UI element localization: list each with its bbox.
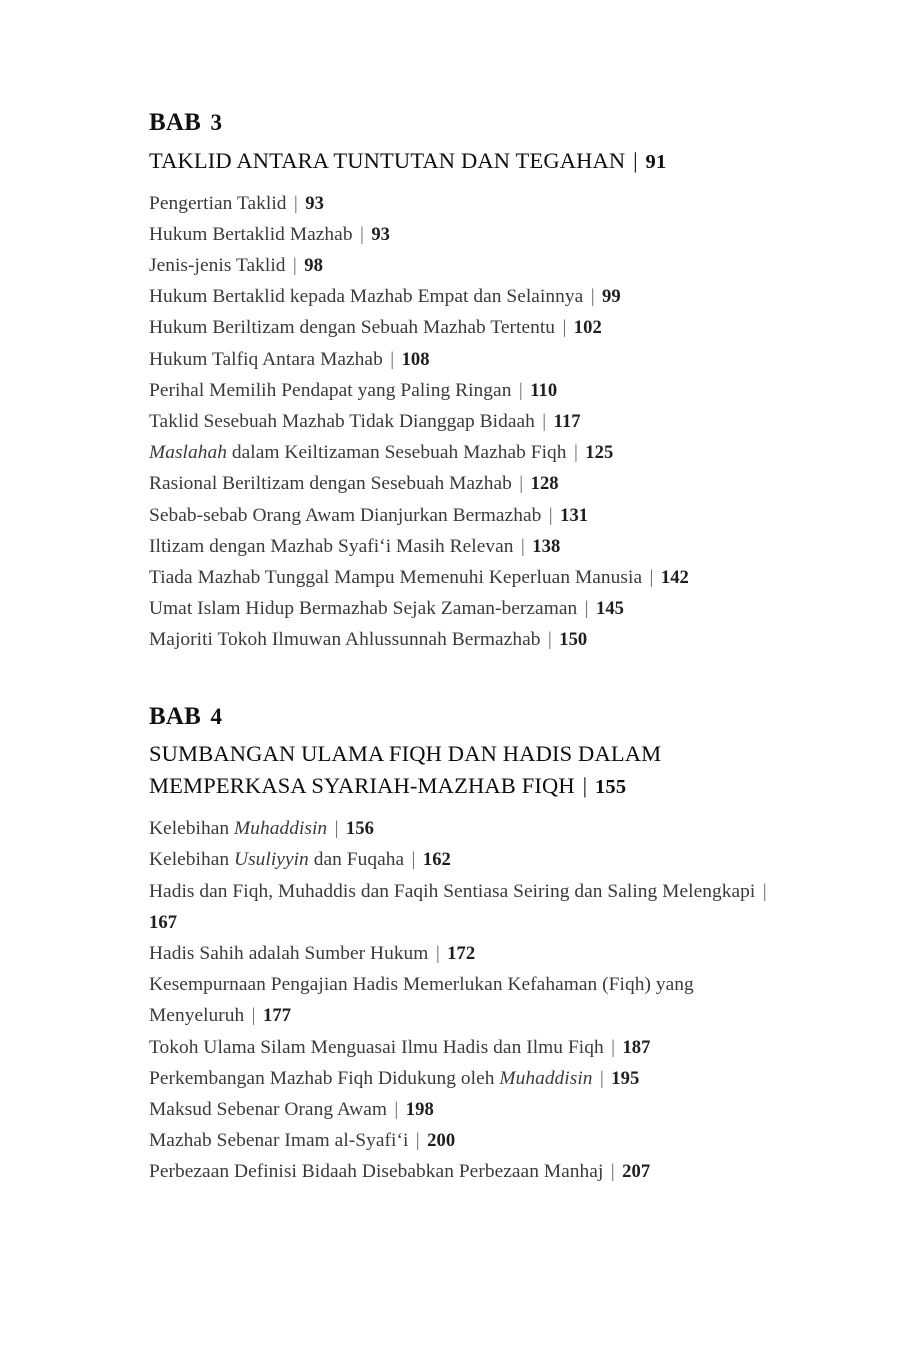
toc-entry-title: Perkembangan Mazhab Fiqh Didukung oleh	[149, 1067, 500, 1089]
chapter-page-number: 155	[595, 776, 627, 799]
separator: |	[537, 411, 552, 433]
toc-entry-page-number: 177	[263, 1005, 292, 1027]
separator: |	[644, 567, 659, 589]
toc-entry[interactable]	[149, 938, 780, 969]
toc-entry-page-number: 195	[611, 1067, 640, 1089]
separator: |	[385, 348, 400, 370]
toc-entry[interactable]	[149, 500, 780, 531]
chapter-label	[149, 108, 780, 138]
chapter-label-text: BAB	[149, 702, 202, 730]
toc-entry-page-number: 172	[447, 943, 476, 965]
separator: |	[389, 1099, 404, 1121]
separator: |	[406, 849, 421, 871]
toc-entry-list	[149, 813, 780, 1187]
toc-entry[interactable]	[149, 219, 780, 250]
toc-entry-title: Kesempurnaan Pengajian Hadis Memerlukan Kefahaman (Fiqh) yang Menyeluruh	[149, 974, 694, 1027]
toc-entry-page-number: 156	[345, 818, 374, 840]
toc-entry-title: Jenis-jenis Taklid	[149, 255, 286, 277]
toc-entry-title: Hadis Sahih adalah Sumber Hukum	[149, 943, 429, 965]
toc-entry[interactable]	[149, 969, 780, 1031]
separator: |	[513, 379, 528, 401]
separator: |	[329, 818, 344, 840]
toc-entry-page-number: 93	[371, 223, 391, 245]
separator: |	[576, 773, 594, 799]
toc-entry-term-italic: Usuliyyin	[234, 849, 309, 871]
chapter-title	[149, 145, 780, 177]
chapter-page-number: 91	[645, 150, 667, 173]
toc-entry-title: Taklid Sesebuah Mazhab Tidak Dianggap Bidaah	[149, 411, 535, 433]
toc-entry-page-number: 117	[553, 411, 581, 433]
toc-entry-title: Hukum Bertaklid Mazhab	[149, 223, 353, 245]
toc-entry[interactable]	[149, 375, 780, 406]
toc-entry[interactable]	[149, 1063, 780, 1094]
chapter-number: 3	[210, 110, 223, 135]
chapter-block	[149, 108, 780, 656]
toc-entry[interactable]	[149, 624, 780, 655]
toc-entry-page-number: 200	[427, 1130, 456, 1152]
toc-entry-page-number: 125	[585, 442, 614, 464]
toc-entry-title: Perbezaan Definisi Bidaah Disebabkan Perbezaan Manhaj	[149, 1161, 604, 1183]
toc-entry-title: Mazhab Sebenar Imam al-Syafi‘i	[149, 1130, 409, 1152]
separator: |	[569, 442, 583, 464]
toc-entry-term-italic: Muhaddisin	[499, 1067, 593, 1089]
chapter-list	[149, 108, 780, 1188]
toc-entry-title: Majoriti Tokoh Ilmuwan Ahlussunnah Bermazhab	[149, 629, 541, 651]
toc-entry-page-number: 131	[560, 504, 589, 526]
separator: |	[595, 1067, 609, 1089]
toc-entry[interactable]	[149, 1156, 780, 1187]
toc-entry-page-number: 138	[532, 535, 561, 557]
separator: |	[516, 535, 530, 557]
chapter-label-text: BAB	[149, 109, 202, 136]
toc-entry-page-number: 98	[304, 255, 323, 277]
toc-entry-page-number: 162	[422, 849, 451, 871]
toc-entry-page-number: 110	[530, 379, 558, 401]
toc-entry-title: Rasional Beriltizam dengan Sesebuah Mazhab	[149, 473, 512, 495]
chapter-title	[149, 738, 780, 802]
separator: |	[757, 880, 767, 902]
separator: |	[289, 192, 303, 214]
toc-entry-title: Iltizam dengan Mazhab Syafi‘i Masih Relevan	[149, 535, 514, 557]
toc-entry-title: Hukum Bertaklid kepada Mazhab Empat dan Selainnya	[149, 286, 584, 308]
toc-entry[interactable]	[149, 1125, 780, 1156]
toc-entry-title: Tiada Mazhab Tunggal Mampu Memenuhi Keperluan Manusia	[149, 567, 643, 589]
toc-entry-title: Pengertian Taklid	[149, 192, 287, 214]
toc-entry-page-number: 167	[149, 911, 178, 933]
separator: |	[542, 629, 557, 651]
toc-entry-page-number: 128	[530, 473, 559, 495]
separator: |	[605, 1161, 620, 1183]
toc-entry[interactable]	[149, 188, 780, 219]
toc-entry[interactable]	[149, 876, 780, 938]
toc-entry-page-number: 207	[622, 1161, 651, 1183]
toc-entry-term-italic: Maslahah	[149, 442, 227, 464]
separator: |	[288, 255, 302, 277]
toc-entry[interactable]	[149, 562, 780, 593]
toc-entry[interactable]	[149, 281, 780, 312]
separator: |	[606, 1036, 620, 1058]
toc-entry-title: Kelebihan	[149, 849, 235, 871]
chapter-number: 4	[210, 703, 223, 729]
separator: |	[355, 223, 369, 245]
separator: |	[246, 1005, 261, 1027]
toc-entry-page-number: 93	[305, 192, 324, 214]
toc-entry[interactable]	[149, 468, 780, 499]
toc-entry-page-number: 108	[401, 348, 430, 370]
toc-entry-page-number: 150	[559, 629, 588, 651]
toc-entry-title: Kelebihan	[149, 818, 235, 840]
toc-entry-title: Umat Islam Hidup Bermazhab Sejak Zaman-berzaman	[149, 598, 578, 620]
toc-entry-list	[149, 188, 780, 656]
toc-entry[interactable]	[149, 344, 780, 375]
toc-entry-title: dan Fuqaha	[308, 849, 405, 871]
toc-entry-page-number: 142	[660, 567, 689, 589]
toc-entry-page-number: 99	[602, 286, 621, 308]
toc-entry[interactable]	[149, 312, 780, 343]
toc-entry-title: Sebab-sebab Orang Awam Dianjurkan Bermazhab	[149, 504, 542, 526]
toc-entry[interactable]	[149, 844, 780, 875]
toc-entry-page-number: 187	[622, 1036, 651, 1058]
toc-entry-title: Tokoh Ulama Silam Menguasai Ilmu Hadis dan Ilmu Fiqh	[149, 1036, 604, 1058]
separator: |	[579, 598, 594, 620]
toc-entry-title: Maksud Sebenar Orang Awam	[149, 1099, 388, 1121]
toc-entry-title: dalam Keiltizaman Sesebuah Mazhab Fiqh	[226, 442, 567, 464]
separator: |	[410, 1130, 425, 1152]
toc-entry[interactable]	[149, 1094, 780, 1125]
toc-entry[interactable]	[149, 593, 780, 624]
toc-entry-term-italic: Muhaddisin	[234, 818, 328, 840]
toc-entry[interactable]	[149, 813, 780, 844]
separator: |	[585, 286, 600, 308]
chapter-label	[149, 702, 780, 732]
separator: |	[514, 473, 529, 495]
separator: |	[557, 317, 572, 339]
toc-entry-title: Hukum Talfiq Antara Mazhab	[149, 348, 383, 370]
chapter-title-text: TAKLID ANTARA TUNTUTAN DAN TEGAHAN	[149, 147, 626, 173]
toc-entry-title: Perihal Memilih Pendapat yang Paling Ringan	[149, 379, 512, 401]
toc-entry-page-number: 198	[405, 1099, 434, 1121]
chapter-title-text: SUMBANGAN ULAMA FIQH DAN HADIS DALAM MEMPERKASA SYARIAH-MAZHAB FIQH	[149, 741, 662, 799]
toc-entry-page-number: 145	[595, 598, 625, 620]
toc-entry-title: Hadis dan Fiqh, Muhaddis dan Faqih Sentiasa Seiring dan Saling Melengkapi	[149, 880, 756, 902]
separator: |	[543, 504, 558, 526]
toc-entry[interactable]	[149, 406, 780, 437]
toc-entry-page-number: 102	[573, 317, 602, 339]
toc-entry-title: Hukum Beriltizam dengan Sebuah Mazhab Tertentu	[149, 317, 556, 339]
toc-entry[interactable]	[149, 531, 780, 562]
separator: |	[430, 943, 445, 965]
toc-entry[interactable]	[149, 1032, 780, 1063]
toc-entry[interactable]	[149, 437, 780, 468]
separator: |	[627, 147, 644, 173]
toc-entry[interactable]	[149, 250, 780, 281]
chapter-block	[149, 702, 780, 1188]
